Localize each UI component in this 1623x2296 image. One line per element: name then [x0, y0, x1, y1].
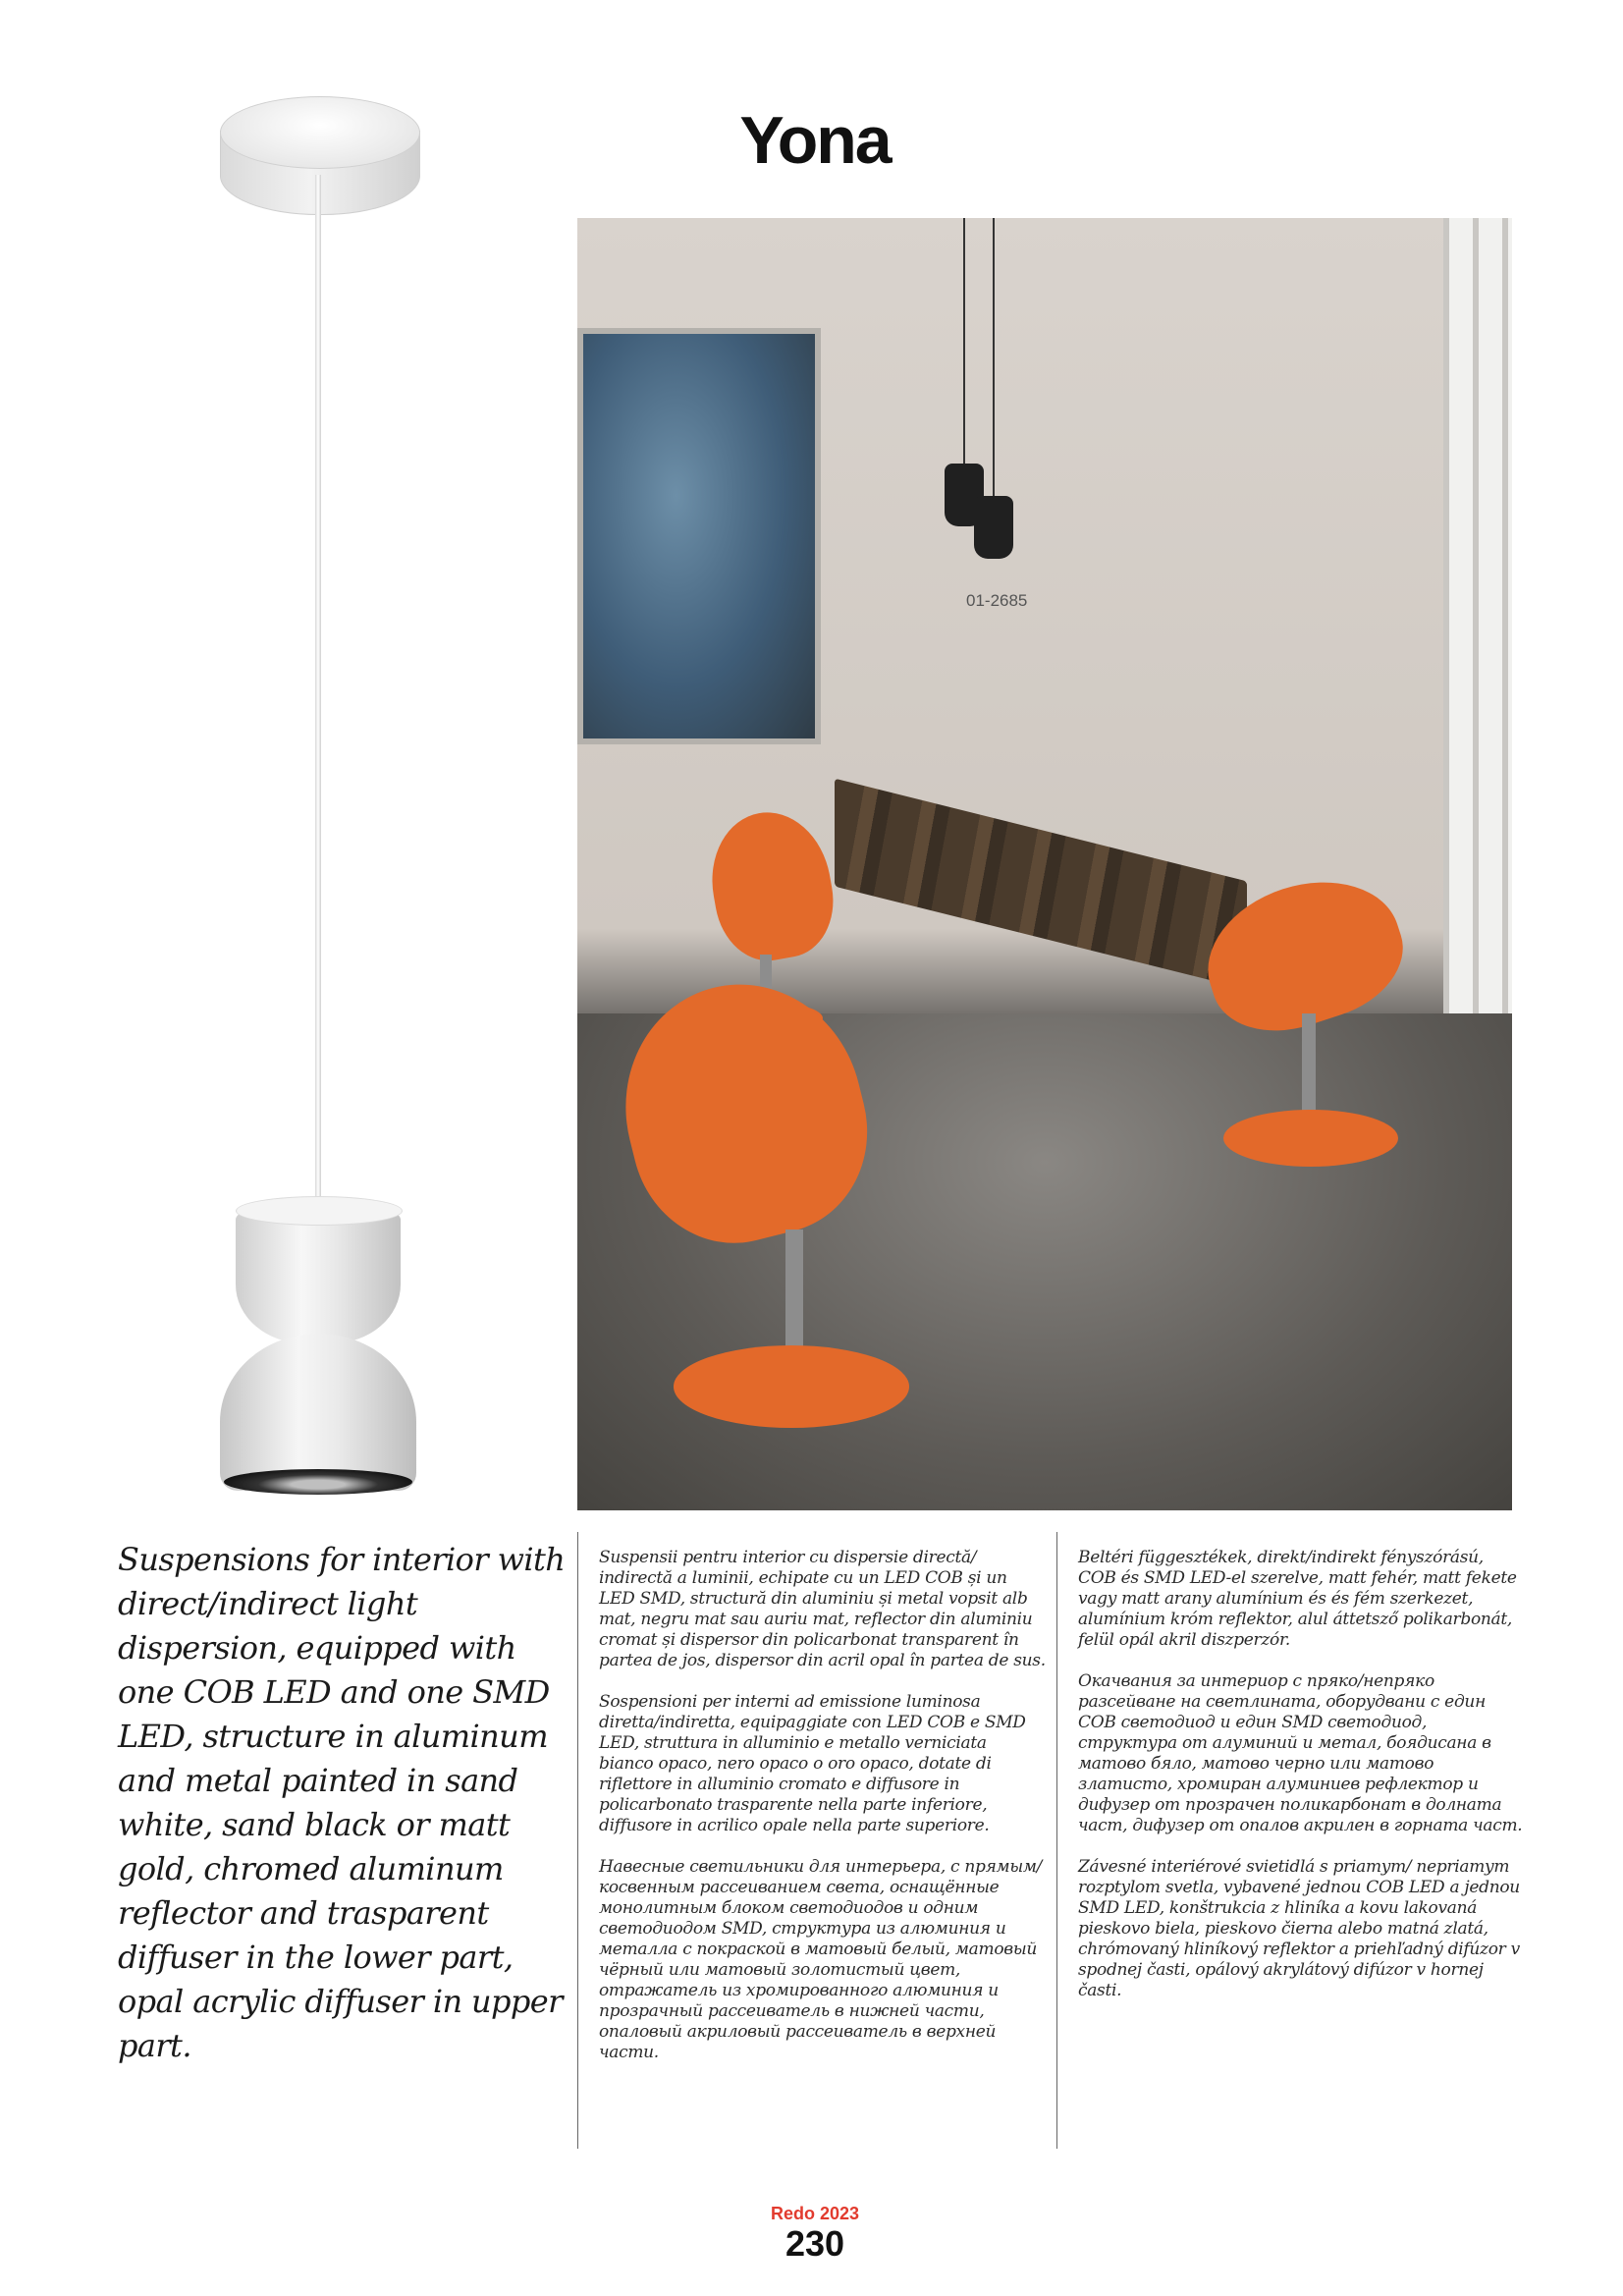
lamp-upper-body: [236, 1208, 401, 1343]
description-italian: Sospensioni per interni ad emissione luminosa diretta/indiretta, equipaggiate con LED COB e SMD LED, struttura in alluminio e metallo verniciata bianco opaco, nero opaco o oro opaco, dotate di riflettore in alluminio cromato e diffusore in policarbonato trasparente nella parte inferiore, diffusore in acrilico opale nella parte superiore.: [599, 1692, 1026, 1835]
product-code-label: 01-2685: [966, 591, 1028, 610]
photo-pendant-lamp: [974, 496, 1013, 559]
photo-lamp-wire: [993, 218, 995, 498]
description-english: Suspensions for interior with direct/indirect light dispersion, equipped with one COB LED and one SMD LED, structure in aluminum and metal painted in sand white, sand black or matt gold, chromed aluminum reflector and trasparent diffuser in the lower part, opal acrylic diffuser in upper part.: [118, 1541, 566, 2064]
photo-chair-stem: [785, 1230, 803, 1357]
page-title: Yona: [739, 103, 891, 178]
description-column-3: [1078, 1548, 1525, 2022]
lamp-lower-body: [220, 1334, 416, 1491]
interior-photo: [577, 218, 1512, 1510]
description-slovak: Závesné interiérové svietidlá s priamym/ nepriamym rozptylom svetla, vybavené jednou COB LED a jednou SMD LED, konštrukcia z hliníka a kovu lakovaná pieskovo biela, pieskovo čierna alebo matná zlatá, chrómovaný hliníkový reflektor a priehľadný difúzor v spodnej časti, opálový akrylátový difúzor v hornej časti.: [1078, 1857, 1520, 2000]
column-divider: [577, 1532, 578, 2149]
photo-wooden-table: [835, 779, 1247, 990]
photo-lamp-wire: [963, 218, 965, 465]
footer-brand: Redo 2023: [770, 2204, 860, 2223]
ceiling-canopy: [220, 96, 420, 169]
photo-chair-base: [674, 1345, 909, 1428]
lamp-top-cap: [236, 1196, 403, 1226]
page-number: 230: [784, 2223, 845, 2264]
lamp-reflector-ring: [224, 1469, 412, 1495]
suspension-cable: [315, 175, 321, 1283]
photo-chair: [701, 803, 842, 969]
description-russian: Навесные светильники для интерьера, с прямым/косвенным рассеиванием света, оснащённые монолитным блоком светодиодов и одним светодиодом SMD, структура из алюминия и металла с покраской в матовый белый, матовый чёрный или матовый золотистый цвет, отражатель из хромированного алюминия и прозрачный рассеиватель в нижней части, опаловый акриловый рассеиватель в верхней части.: [599, 1857, 1043, 2062]
description-bulgarian: Окачвания за интериор с пряко/непряко разсейване на светлината, оборудвани с един COB светодиод и един SMD светодиод, структура от алуминий и метал, боядисана в матово бяло, матово черно или матово златисто, хромиран алуминиев рефлектор и дифузер от прозрачен поликарбонат в долната част, дифузер от опалов акрилен в горната част.: [1078, 1671, 1523, 1835]
product-image: [196, 88, 452, 1493]
photo-chair-base: [1223, 1110, 1398, 1167]
column-divider: [1056, 1532, 1057, 2149]
photo-chair-stem: [1302, 1013, 1316, 1121]
description-column-2: [599, 1548, 1046, 2084]
photo-window: [1443, 218, 1512, 1013]
description-romanian: Suspensii pentru interior cu dispersie directă/ indirectă a luminii, echipate cu un LED COB și un LED SMD, structură din aluminiu și metal vopsit alb mat, negru mat sau auriu mat, reflector din aluminiu cromat și dispersor din policarbonat transparent în partea de jos, dispersor din acril opal în partea de sus.: [599, 1548, 1046, 1670]
photo-wall-painting: [577, 328, 821, 744]
description-hungarian: Beltéri függesztékek, direkt/indirekt fényszórású, COB és SMD LED-el szerelve, matt fehér, matt fekete vagy matt arany alumínium és és fém szerkezet, alumínium króm reflektor, alul áttetsző polikarbonát, felül opál akril diszperzór.: [1078, 1548, 1517, 1650]
